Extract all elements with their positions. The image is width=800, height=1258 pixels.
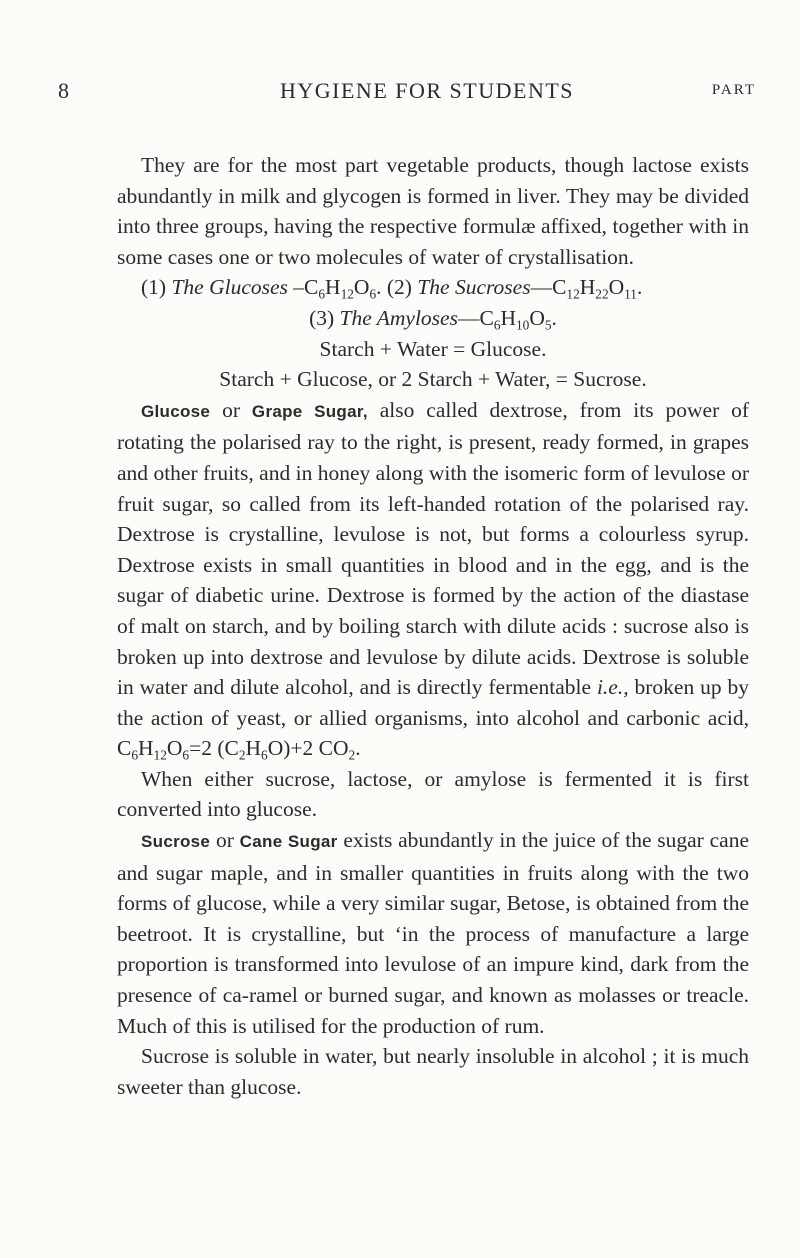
intro-paragraph: They are for the most part vegetable products, though lactose exists abundantly in milk and glycogen is formed in liver. They may be divided into three groups, having the respective formulæ affixed, together with in some cases one or two molecules of water of crystallisation. bbox=[117, 153, 749, 269]
glucose-heading: Glucose bbox=[141, 401, 211, 421]
groups-line-3: (3) The $Amyloses—C_6H_{10}O_5$. bbox=[309, 305, 557, 333]
solubility-paragraph: Sucrose is soluble in water, but nearly insoluble in alcohol ; it is much sweeter than glucose. bbox=[117, 1044, 749, 1099]
equation-2: Starch + Glucose, or 2 Starch + Water, = Sucrose. bbox=[219, 367, 647, 392]
sucrose-heading: Sucrose bbox=[141, 832, 211, 852]
sucrose-paragraph: Sucrose or Cane Sugar exists abundantly in the juice of the sugar cane and sugar maple, and in smaller quantities in fruits along with the two forms of glucose, while a very similar sugar, Betose, is obtained from the beetroot. It is crystalline, but ʻin the process of manufacture a large proportion is transformed into levulose of an impure kind, dark from the presence of ca-ramel or burned sugar, and known as molasses or treacle. Much of this is utilised for the production of rum. bbox=[117, 828, 749, 1038]
page-header bbox=[58, 78, 756, 112]
fermentation-paragraph: When either sucrose, lactose, or amylose is fermented it is first converted into glucose. bbox=[117, 766, 749, 822]
glucose-paragraph: Glucose or Grape Sugar, also called dextrose, from its power of rotating the polarised ray to the right, is present, ready formed, in grapes and other fruits, and in honey along with the isomeric form of levulose or fruit sugar, so called from its left-handed rotation of the polarised ray. Dextrose is crystalline, levulose is not, but forms a colourless syrup. Dextrose exists in small quantities in blood and in the egg, and is the sugar of diabetic urine. Dextrose is formed by the action of the diastase of malt on starch, and by boiling starch with dilute acids : sucrose also is broken up into dextrose and levulose by dilute acids. Dextrose is soluble in water and dilute alcohol, and is directly fermentable i.e., broken up by the action of yeast, or allied organisms, into alcohol and carbonic acid, $C_6H_{12}O_6=2$ $(C_2H_6O)+2$ $CO_2$. bbox=[117, 397, 750, 763]
equation-1: Starch + Water = Glucose. bbox=[319, 336, 547, 361]
grape-sugar-heading: Grape Sugar, bbox=[251, 401, 368, 421]
running-title: HYGIENE FOR STUDENTS bbox=[280, 78, 574, 103]
groups-paragraph: (1) The Glucoses $-C_6H_{12}O_6$. (2) The $Sucroses—C_{12}H_{22}O_{11}$. bbox=[141, 275, 643, 303]
page-body bbox=[117, 150, 749, 1102]
page-number: 8 bbox=[58, 78, 71, 103]
cane-sugar-heading: Cane Sugar bbox=[239, 832, 338, 852]
part-label: PART bbox=[711, 82, 756, 98]
